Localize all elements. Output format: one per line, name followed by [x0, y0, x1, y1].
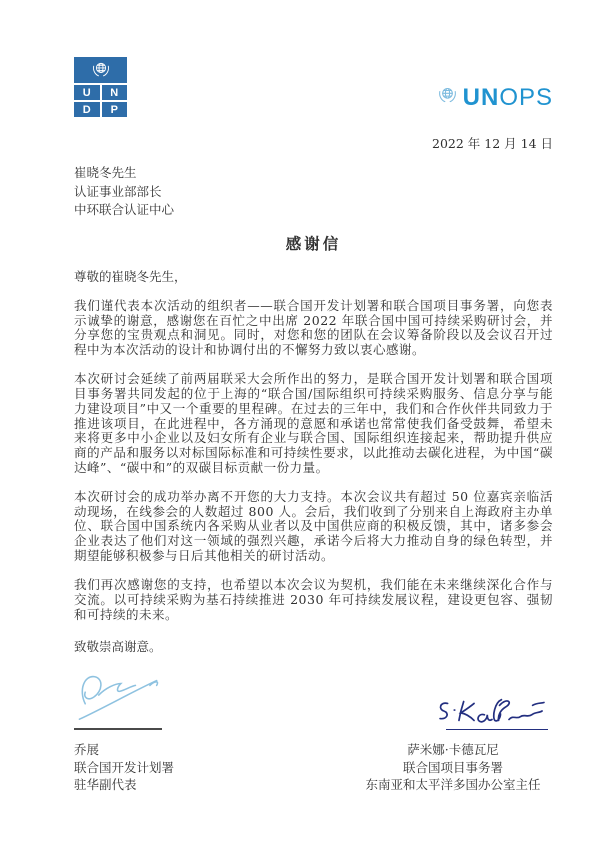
paragraph-1: 我们谨代表本次活动的组织者——联合国开发计划署和联合国项目事务署，向您表示诚挚的谢意，感谢您在百忙之中出席 2022 年联合国中国可持续采购研讨会，并分享您的宝贵观点和洞见。同时，对您和您的团队在会议筹备阶段以及会议召开过程中为本次活动的设计和协调付出的不懈努力致以衷心感谢。: [74, 297, 553, 357]
recipient-block: [74, 164, 553, 220]
signatory-left-block: [74, 741, 174, 794]
undp-logo: [74, 57, 127, 117]
undp-letter-u: U: [74, 85, 100, 100]
letterhead: [74, 57, 553, 121]
signature-line-left: [74, 728, 162, 730]
paragraph-2: 本次研讨会延续了前两届联采大会所作出的努力，是联合国开发计划署和联合国项目事务署共同发起的位于上海的“联合国/国际组织可持续采购服务、信息分享与能力建设项目”中又一个重要的里程碑。在过去的三年中，我们和合作伙伴共同致力于推进该项目，在此进程中，各方涌现的意愿和承诺也常常使我们备受鼓舞，希望未来将更多中小企业以及妇女所有企业与联合国、国际组织连接起来，帮助提升供应商的产品和服务以对标国际标准和可持续性要求，以此推动去碳化进程，为中国“碳达峰”、“碳中和”的双碳目标贡献一份力量。: [74, 371, 553, 475]
signature-left: [74, 669, 164, 730]
recipient-name: 崔晓冬先生: [74, 165, 137, 180]
signatory-left-title: 驻华副代表: [74, 777, 137, 792]
undp-letter-grid: [74, 85, 127, 117]
signatory-right-block: [353, 741, 553, 794]
undp-letter-p: P: [102, 102, 128, 117]
handwritten-signature-right: [433, 694, 551, 728]
signatory-names-row: [74, 741, 553, 794]
handwritten-signature-left: [74, 669, 164, 725]
recipient-organization: 中环联合认证中心: [74, 202, 175, 217]
unops-un-text: UN: [462, 83, 500, 111]
un-emblem-icon: [437, 85, 458, 110]
signatory-left-organization: 联合国开发计划署: [74, 759, 175, 775]
signatory-right-title: 东南亚和太平洋多国办公室主任: [365, 777, 541, 792]
signature-right: [433, 694, 551, 730]
unops-wordmark: [462, 83, 553, 111]
letter-title: 感谢信: [285, 233, 342, 253]
unops-logo: [437, 85, 553, 110]
unops-ops-text: OPS: [499, 83, 553, 111]
un-emblem-icon: [74, 57, 127, 83]
undp-letter-n: N: [102, 85, 128, 100]
undp-letter-d: D: [74, 102, 100, 117]
signature-row: [74, 669, 553, 730]
signatory-left-name: 乔展: [74, 742, 100, 757]
closing-line: 致敬崇高谢意。: [74, 639, 162, 654]
paragraph-4: 我们再次感谢您的支持，也希望以本次会议为契机，我们能在未来继续深化合作与交流。以可持续采购为基石持续推进 2030 年可持续发展议程，建设更包容、强韧和可持续的未来。: [74, 577, 553, 622]
recipient-title: 认证事业部部长: [74, 183, 162, 199]
signatory-right-organization: 联合国项目事务署: [402, 759, 503, 775]
paragraph-3: 本次研讨会的成功举办离不开您的大力支持。本次会议共有超过 50 位嘉宾亲临活动现场，在线参会的人数超过 800 人。会后，我们收到了分别来自上海政府主办单位、联合国中国系统内各采购从业者以及中国供应商的积极反馈，其中，诸多参会企业表达了他们对这一领域的强烈兴趣，承诺今后将大力推动自身的绿色转型，并期望能够积极参与日后其他相关的研讨活动。: [74, 489, 553, 563]
letter-date: 2022 年 12 月 14 日: [432, 136, 553, 151]
signatory-right-name: 萨米娜·卡德瓦尼: [407, 742, 499, 757]
salutation: 尊敬的崔晓冬先生，: [74, 268, 187, 284]
signature-line-right: [446, 729, 548, 730]
